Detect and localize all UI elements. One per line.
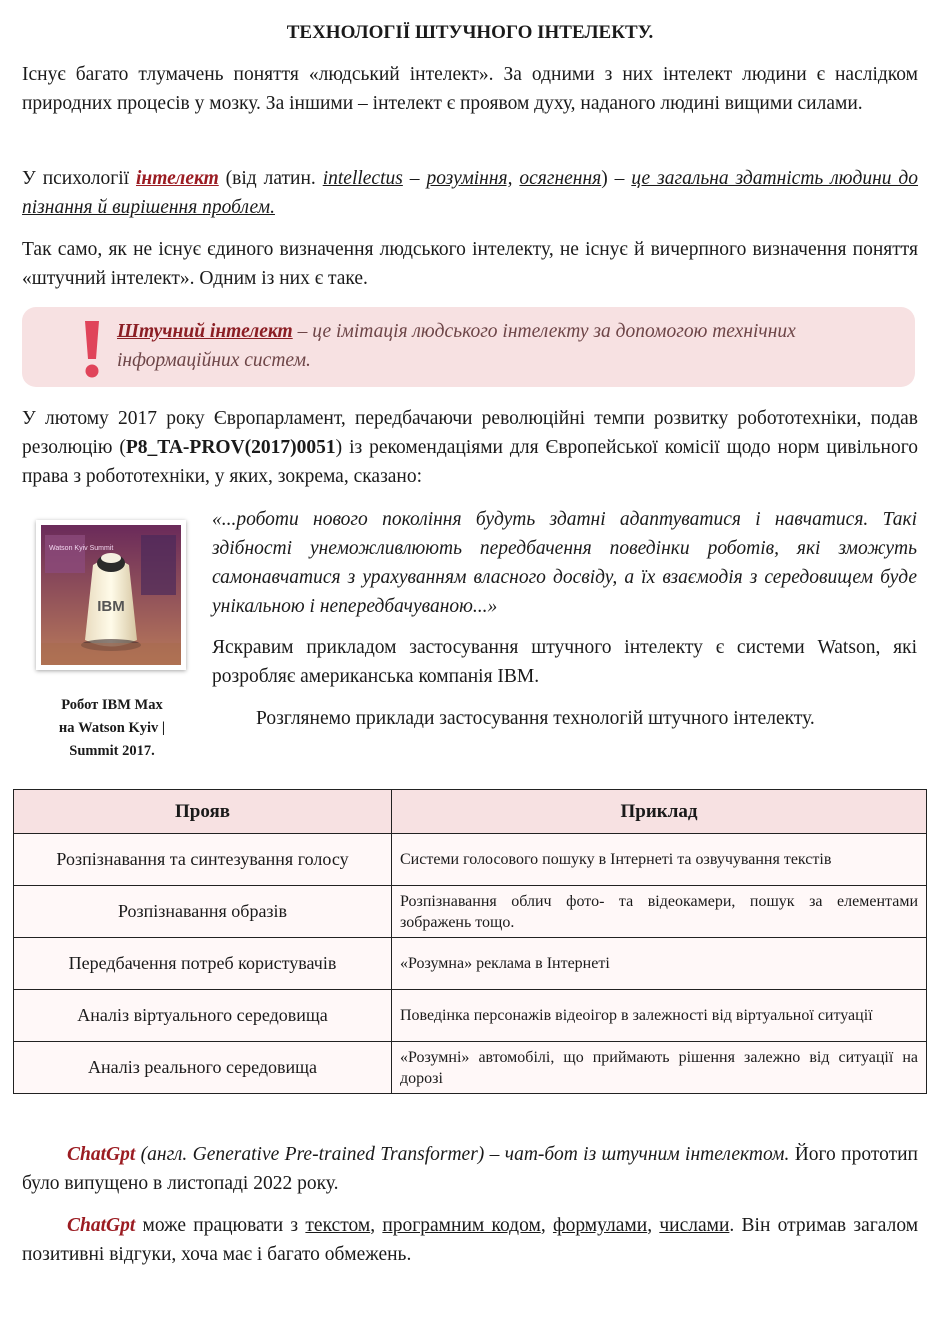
- capability-text: текстом: [305, 1215, 371, 1236]
- table-header-row: [14, 790, 927, 834]
- manifestation-cell: Передбачення потреб користувачів: [14, 938, 392, 990]
- text-segment: ) із рекомендаціями для Європейської комісії щодо норм цивільного права з робототехніки, у яких, зокрема, сказано:: [22, 437, 918, 487]
- paragraph-watson-example: Яскравим прикладом застосування штучного інтелекту є системи Watson, які розробляє американська компанія IBM.: [212, 637, 917, 687]
- text-segment: ,: [540, 1215, 553, 1236]
- capability-numbers: числами: [659, 1215, 730, 1236]
- table-row: [14, 990, 927, 1042]
- paragraph-chatgpt-definition: [22, 1140, 918, 1198]
- header-example: Приклад: [392, 790, 927, 834]
- callout-text: [117, 317, 907, 375]
- manifestation-cell: Розпізнавання образів: [14, 886, 392, 938]
- text-segment: ) –: [601, 168, 632, 189]
- caption-line: Summit 2017.: [69, 743, 155, 759]
- ai-applications-table: [13, 789, 927, 1094]
- text-segment: У психології: [22, 168, 136, 189]
- paragraph-europarliament: [22, 404, 918, 491]
- example-cell: «Розумні» автомобілі, що приймають рішення залежно від ситуації на дорозі: [392, 1042, 927, 1094]
- robot-logo-text: IBM: [97, 598, 125, 615]
- chatgpt-name: ChatGpt: [67, 1144, 136, 1165]
- ibm-robot-image: [41, 525, 181, 665]
- example-cell: «Розумна» реклама в Інтернеті: [392, 938, 927, 990]
- table-row: [14, 834, 927, 886]
- text-segment: У лютому 2017 року Європарламент, передбачаючи революційні темпи розвитку робототехніки, подав резолюцію (: [22, 408, 918, 458]
- caption-line: на Watson Kyiv |: [58, 720, 166, 736]
- text-segment: (від латин.: [218, 168, 323, 189]
- text-segment: ,: [370, 1215, 383, 1236]
- paragraph-intelligence-definition: [22, 164, 918, 222]
- paragraph-chatgpt-capabilities: [22, 1211, 918, 1269]
- chatgpt-expansion: (англ. Generative Pre-trained Transformer) – чат-бот із штучним інтелектом.: [135, 1144, 790, 1165]
- caption-line: Робот IBM Max: [61, 697, 163, 713]
- text-segment: –: [402, 168, 427, 189]
- example-cell: Розпізнавання облич фото- та відеокамери, пошук за елементами зображень тощо.: [392, 886, 927, 938]
- manifestation-cell: Аналіз реального середовища: [14, 1042, 392, 1094]
- definition-text: це загальна здатність людини до пізнання й вирішення проблем.: [22, 168, 919, 218]
- capability-formulas: формулами: [552, 1215, 648, 1236]
- manifestation-cell: Розпізнавання та синтезування голосу: [14, 834, 392, 886]
- definition-callout: [22, 307, 915, 387]
- text-segment: Його прототип було випущено в листопаді 2022 року.: [22, 1144, 918, 1194]
- page-title: ТЕХНОЛОГІЇ ШТУЧНОГО ІНТЕЛЕКТУ.: [286, 22, 654, 43]
- text-segment: може працювати з: [135, 1215, 306, 1236]
- paragraph-ai-definition-intro: Так само, як не існує єдиного визначення людського інтелекту, не існує й вичерпного визначення поняття «штучний інтелект». Одним із них є таке.: [22, 239, 918, 289]
- resolution-code: P8_TA-PROV(2017)0051: [125, 437, 336, 458]
- example-cell: Системи голосового пошуку в Інтернеті та озвучування текстів: [392, 834, 927, 886]
- table-row: [14, 1042, 927, 1094]
- manifestation-cell: Аналіз віртуального середовища: [14, 990, 392, 1042]
- photo-caption: [22, 694, 202, 763]
- callout-definition: – це імітація людського інтелекту за допомогою технічних інформаційних систем.: [117, 321, 796, 371]
- text-segment: ,: [647, 1215, 660, 1236]
- header-manifestation: Прояв: [14, 790, 392, 834]
- resolution-quote: «...роботи нового покоління будуть здатні адаптуватися і навчатися. Такі здібності унеможливлюють передбачення поведінки роботів, які зможуть самонавчатися з урахуванням власного досвіду, а їх взаємодія з середовищем буде унікальною і непередбачуваною...»: [212, 509, 917, 617]
- text-segment: . Він отримав загалом позитивні відгуки, хоча має і багато обмежень.: [22, 1215, 919, 1265]
- meaning-comprehension: осягнення: [519, 168, 602, 189]
- exclamation-icon: [72, 319, 112, 379]
- latin-word: intellectus: [322, 168, 403, 189]
- paragraph-intelligence-interpretations: Існує багато тлумачень поняття «людський інтелект». За одними з них інтелект людини є наслідком природних процесів у мозку. За іншими – інтелект є проявом духу, наданого людині вищими силами.: [22, 64, 918, 114]
- term-intelligence: інтелект: [135, 168, 219, 189]
- summit-sign-text: Watson Kyiv Summit: [49, 545, 114, 552]
- table-row: [14, 938, 927, 990]
- term-artificial-intelligence: Штучний інтелект: [117, 321, 293, 342]
- meaning-understanding: розуміння,: [426, 168, 513, 189]
- capability-code: програмним кодом: [382, 1215, 541, 1236]
- chatgpt-name: ChatGpt: [67, 1215, 136, 1236]
- table-row: [14, 886, 927, 938]
- robot-photo: [36, 520, 186, 670]
- paragraph-examples-intro: Розглянемо приклади застосування технологій штучного інтелекту.: [256, 708, 815, 729]
- example-cell: Поведінка персонажів відеоігор в залежності від віртуальної ситуації: [392, 990, 927, 1042]
